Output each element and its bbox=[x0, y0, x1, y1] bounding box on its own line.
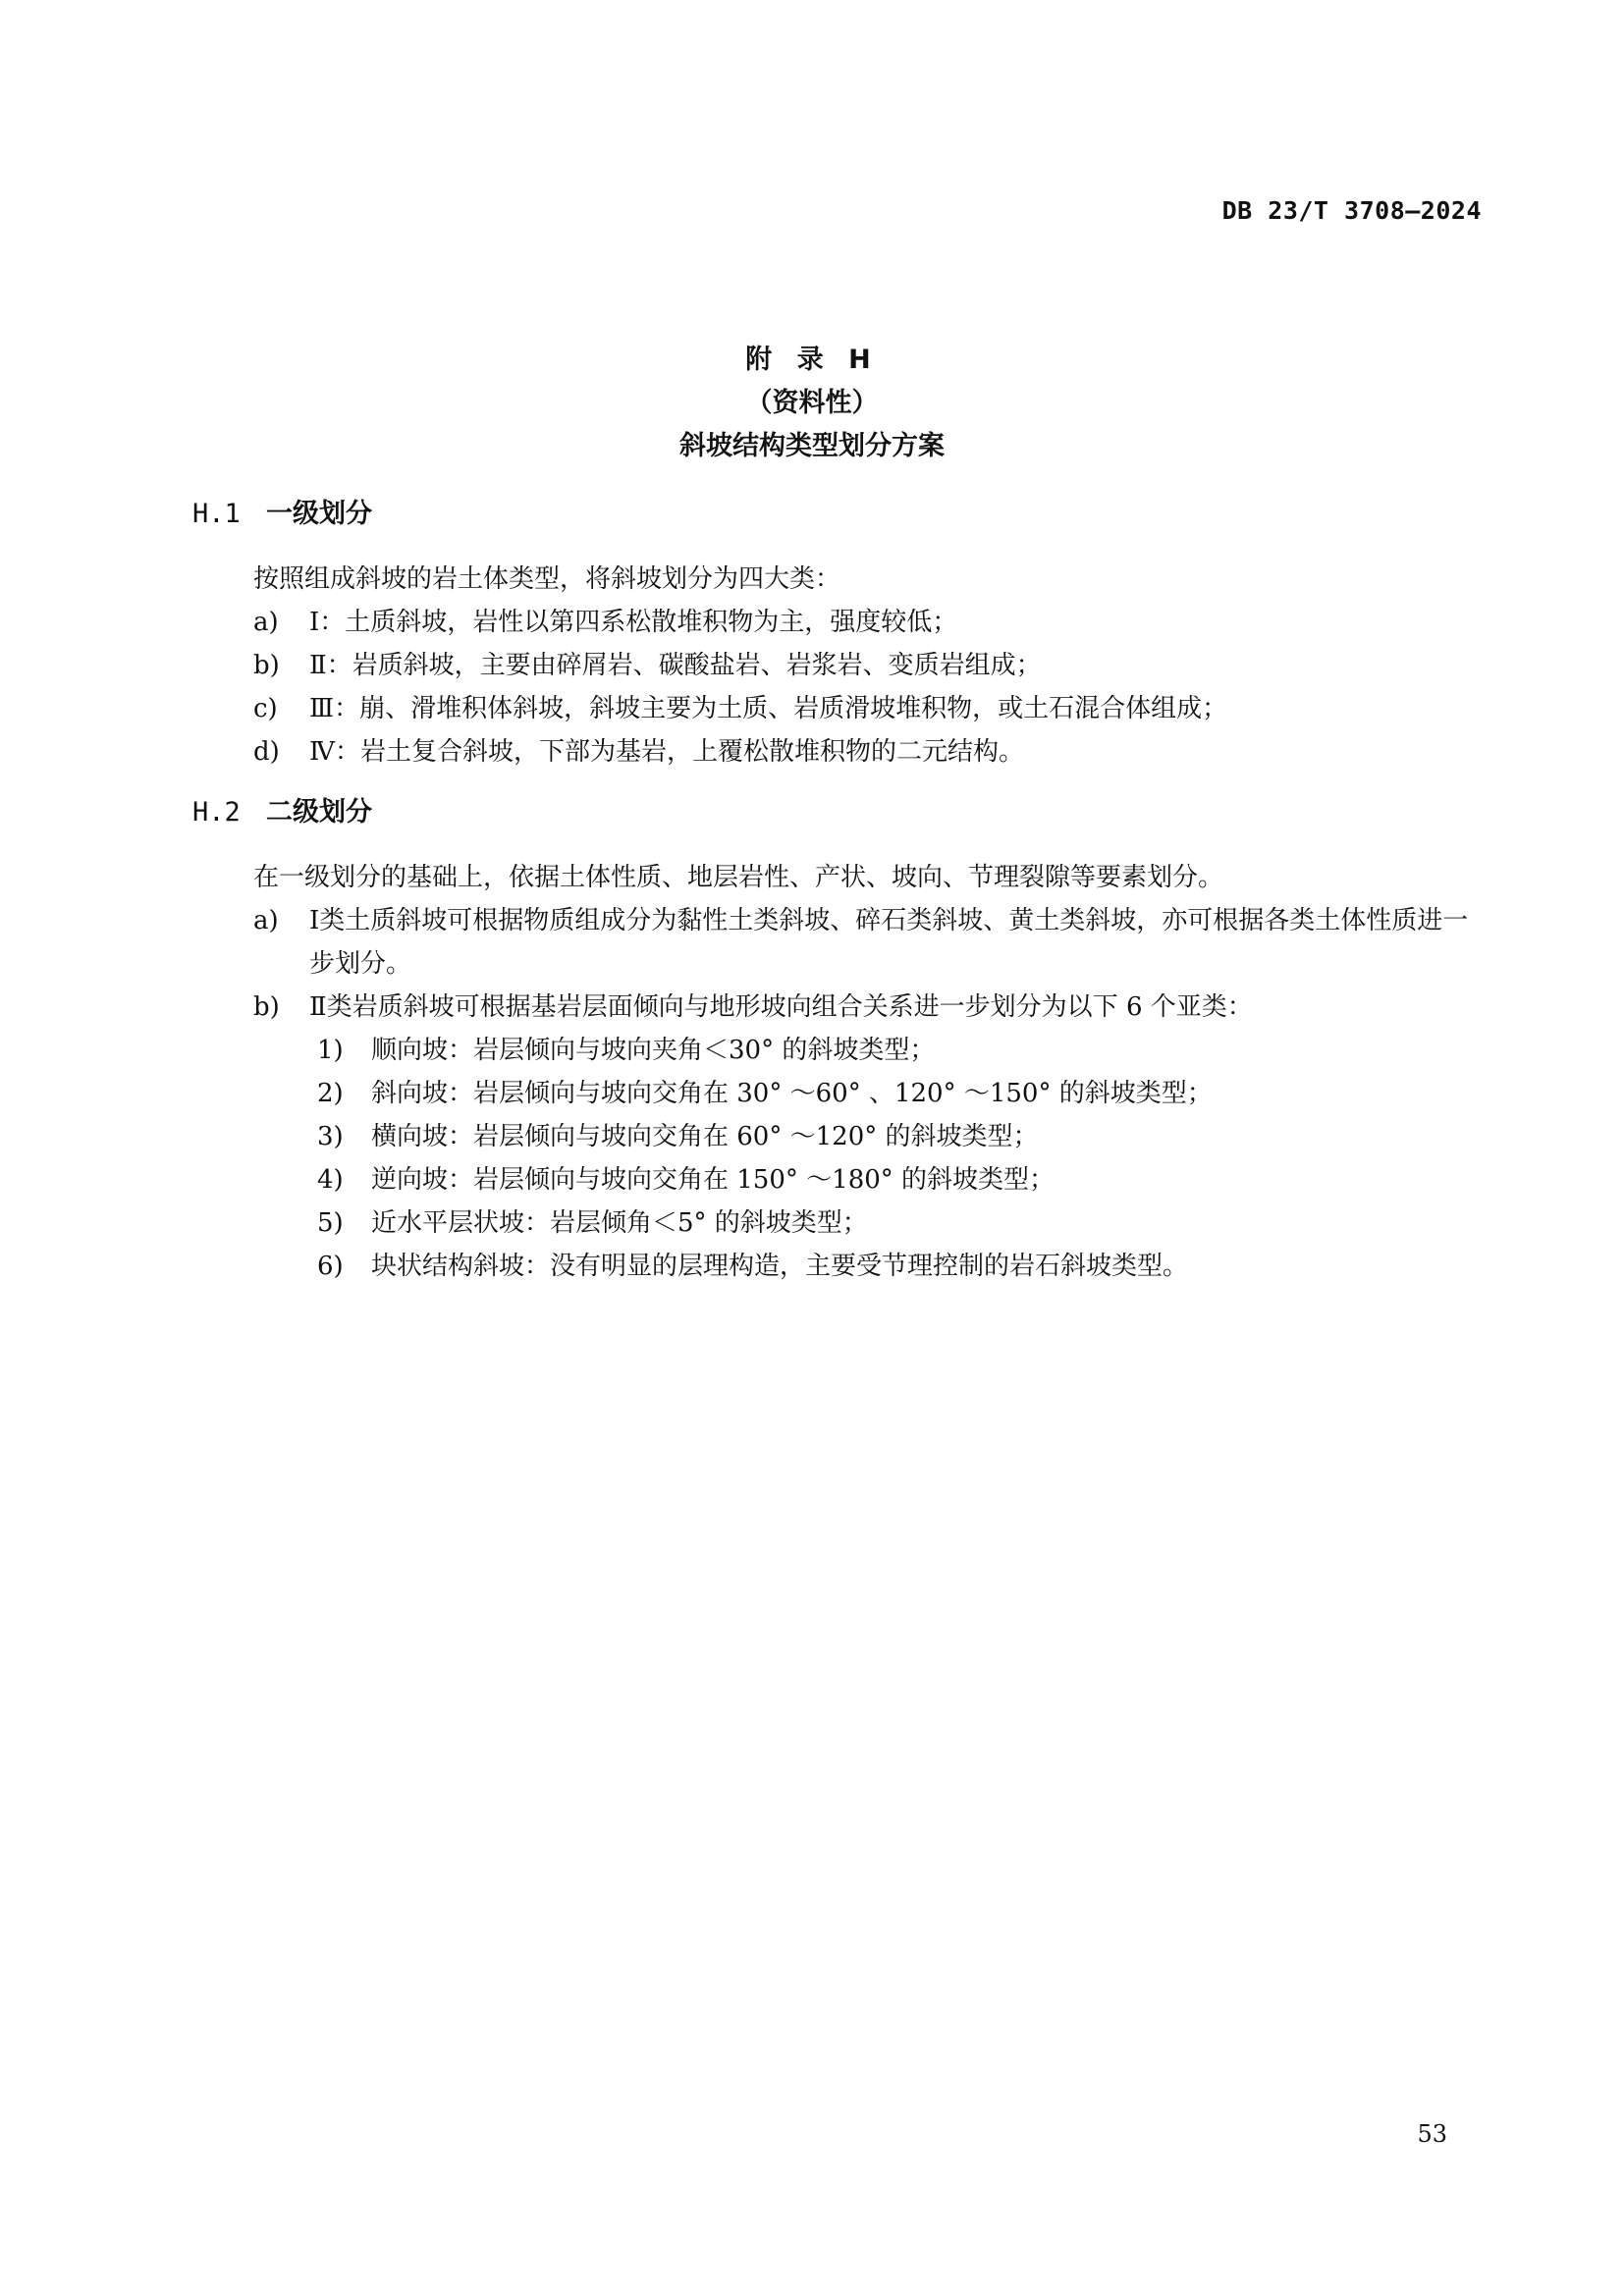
section-h2-intro: 在一级划分的基础上，依据土体性质、地层岩性、产状、坡向、节理裂隙等要素划分。 bbox=[253, 863, 1224, 892]
list-label: a) bbox=[253, 608, 279, 637]
sub-list-item bbox=[253, 1115, 1481, 1158]
sub-list-label: 5) bbox=[317, 1208, 344, 1238]
document-code: DB 23/T 3708—2024 bbox=[1221, 196, 1482, 225]
section-h1-heading bbox=[192, 493, 372, 536]
appendix-heading: 斜坡结构类型划分方案 bbox=[679, 431, 945, 461]
list-label: b) bbox=[253, 651, 280, 680]
section-title: 二级划分 bbox=[266, 797, 372, 828]
list-text: Ⅳ：岩土复合斜坡，下部为基岩，上覆松散堆积物的二元结构。 bbox=[309, 737, 1024, 767]
list-label: b) bbox=[253, 992, 280, 1022]
sub-list-text: 逆向坡：岩层倾向与坡向交角在 150° ～180° 的斜坡类型； bbox=[371, 1165, 1056, 1195]
list-text: Ⅰ类土质斜坡可根据物质组成分为黏性土类斜坡、碎石类斜坡、黄土类斜坡，亦可根据各类土体性质进一步划分。 bbox=[309, 906, 1469, 979]
sub-list-text: 块状结构斜坡：没有明显的层理构造，主要受节理控制的岩石斜坡类型。 bbox=[371, 1252, 1189, 1281]
sub-list-item bbox=[253, 1245, 1481, 1288]
appendix-title: 附 录 H bbox=[745, 345, 879, 375]
list-item bbox=[253, 601, 1481, 644]
section-title: 一级划分 bbox=[266, 499, 372, 529]
sub-list-label: 4) bbox=[317, 1165, 344, 1195]
appendix-subtitle: （资料性） bbox=[745, 388, 879, 418]
list-item bbox=[253, 986, 1481, 1029]
sub-list-text: 顺向坡：岩层倾向与坡向夹角＜30° 的斜坡类型； bbox=[371, 1036, 936, 1065]
section-h2-body bbox=[253, 856, 1481, 1288]
list-text: Ⅲ：崩、滑堆积体斜坡，斜坡主要为土质、岩质滑坡堆积物，或土石混合体组成； bbox=[309, 694, 1228, 723]
sub-list-label: 1) bbox=[317, 1036, 344, 1065]
list-label: d) bbox=[253, 737, 280, 767]
list-label: c) bbox=[253, 694, 278, 723]
list-text: Ⅱ类岩质斜坡可根据基岩层面倾向与地形坡向组合关系进一步划分为以下 6 个亚类： bbox=[309, 992, 1253, 1022]
list-item bbox=[253, 687, 1481, 730]
list-text: Ⅰ：土质斜坡，岩性以第四系松散堆积物为主，强度较低； bbox=[309, 608, 958, 637]
section-h2-heading bbox=[192, 791, 372, 834]
section-h1-body bbox=[253, 558, 1481, 774]
list-text: Ⅱ：岩质斜坡，主要由碎屑岩、碳酸盐岩、岩浆岩、变质岩组成； bbox=[309, 651, 1042, 680]
sub-list-item bbox=[253, 1201, 1481, 1245]
sub-list-label: 2) bbox=[317, 1079, 344, 1108]
section-h1-intro: 按照组成斜坡的岩土体类型，将斜坡划分为四大类： bbox=[253, 564, 841, 594]
section-number: H.2 bbox=[192, 797, 241, 828]
list-item bbox=[253, 730, 1481, 774]
list-label: a) bbox=[253, 906, 279, 935]
section-number: H.1 bbox=[192, 499, 241, 529]
sub-list-text: 斜向坡：岩层倾向与坡向交角在 30° ～60° 、120° ～150° 的斜坡类型； bbox=[371, 1079, 1213, 1108]
list-item bbox=[253, 644, 1481, 687]
appendix-title-block bbox=[0, 339, 1624, 468]
sub-list-item bbox=[253, 1029, 1481, 1072]
sub-list-text: 横向坡：岩层倾向与坡向交角在 60° ～120° 的斜坡类型； bbox=[371, 1122, 1039, 1151]
sub-list-item bbox=[253, 1072, 1481, 1115]
sub-list-label: 6) bbox=[317, 1252, 344, 1281]
page-number: 53 bbox=[1417, 2120, 1447, 2148]
list-item bbox=[253, 899, 1481, 986]
sub-list-text: 近水平层状坡：岩层倾角＜5° 的斜坡类型； bbox=[371, 1208, 868, 1238]
sub-list-label: 3) bbox=[317, 1122, 344, 1151]
sub-list-item bbox=[253, 1158, 1481, 1201]
